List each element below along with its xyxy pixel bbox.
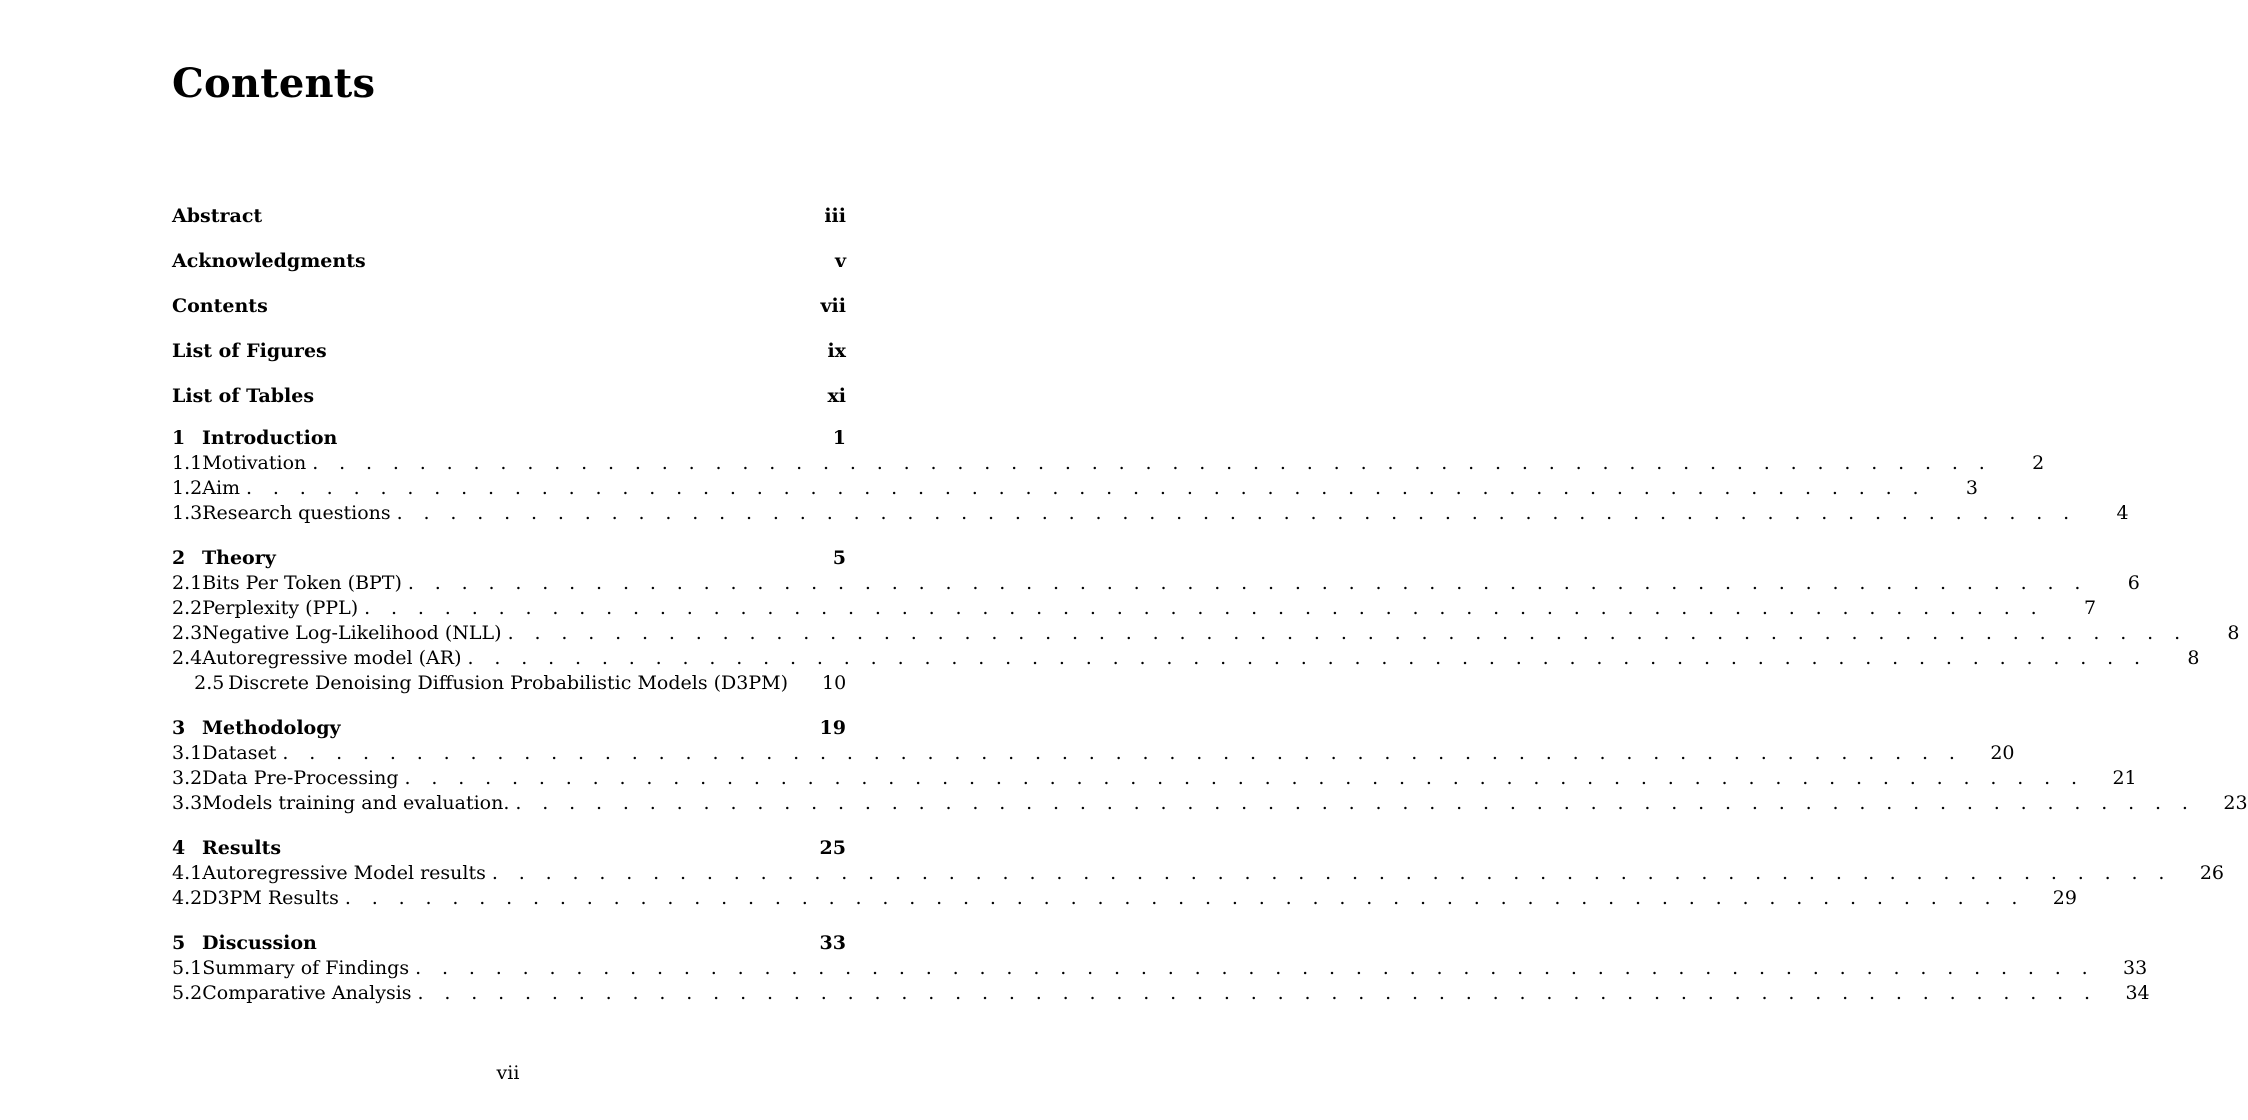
toc-entry-page: vii — [820, 295, 846, 317]
toc-chapter-1 — [172, 426, 2129, 526]
toc-section-entry[interactable] — [172, 501, 2129, 526]
section-title: Negative Log-Likelihood (NLL) — [202, 621, 507, 646]
leader-dots: . . . . . . . . . . . . . . . . . . . . . . . . . . . . . . . . . . . . . . . . . . . . . . . . . . . . . . . . . . . . . . . — [364, 597, 2045, 619]
toc-entry-list-of-figures[interactable] — [172, 336, 846, 381]
section-page: 21 — [2112, 767, 2137, 789]
chapter-page: 1 — [832, 427, 846, 449]
section-title: Data Pre-Processing — [202, 766, 404, 791]
chapter-title: Results — [202, 836, 287, 861]
toc-entry-page: iii — [824, 205, 846, 227]
section-title: Autoregressive Model results — [202, 861, 492, 886]
section-number: 3.3 — [172, 792, 203, 814]
section-page: 10 — [822, 672, 847, 694]
toc-chapter-entry[interactable] — [172, 931, 846, 956]
toc-entry-title: Abstract — [172, 201, 268, 231]
toc-chapter-2 — [172, 546, 2240, 696]
chapter-title: Theory — [202, 546, 282, 571]
leader-dots: . . . . . . . . . . . . . . . . . . . . . . . . . . . . . . . . . . . . . . . . . . . . . . . . . . . . . . . . . . . . . . . — [344, 887, 2025, 909]
chapter-title: Discussion — [202, 931, 323, 956]
section-number: 4.1 — [172, 862, 203, 884]
section-number: 2.3 — [172, 622, 203, 644]
toc-entry-title: List of Figures — [172, 336, 333, 366]
toc-entry-contents[interactable] — [172, 291, 846, 336]
toc-entry-acknowledgments[interactable] — [172, 246, 846, 291]
leader-dots: . . . . . . . . . . . . . . . . . . . . . . . . . . . . . . . . . . . . . . . . . . . . . . . . . . . . . . . . . . . . . . . — [246, 477, 1926, 499]
section-page: 29 — [2052, 887, 2077, 909]
toc-section-entry[interactable] — [172, 571, 2140, 596]
section-title: Summary of Findings — [202, 956, 415, 981]
toc-entry-page: v — [834, 250, 846, 272]
section-title: Models training and evaluation. — [202, 791, 515, 816]
chapter-number: 4 — [172, 837, 186, 859]
toc-section-entry[interactable] — [172, 476, 1978, 501]
chapter-number: 3 — [172, 717, 186, 739]
leader-dots: . . . . . . . . . . . . . . . . . . . . . . . . . . . . . . . . . . . . . . . . . . . . . . . . . . . . . . . . . . . . . . . — [396, 502, 2077, 524]
section-number: 5.1 — [172, 957, 203, 979]
toc-section-entry[interactable] — [172, 766, 2137, 791]
leader-dots: . . . . . . . . . . . . . . . . . . . . . . . . . . . . . . . . . . . . . . . . . . . . . . . . . . . . . . . . . . . . . . . — [417, 982, 2098, 1004]
section-page: 33 — [2123, 957, 2148, 979]
section-title: Aim — [202, 476, 246, 501]
chapter-page: 25 — [819, 837, 846, 859]
footer-page-number: vii — [496, 1062, 520, 1084]
toc-chapter-5 — [172, 931, 2150, 1006]
leader-dots: . . . . . . . . . . . . . . . . . . . . . . . . . . . . . . . . . . . . . . . . . . . . . . . . . . . . . . . . . . . . . . . — [415, 957, 2096, 979]
section-title: Motivation — [202, 451, 312, 476]
leader-dots: . . . . . . . . . . . . . . . . . . . . . . . . . . . . . . . . . . . . . . . . . . . . . . . . . . . . . . . . . . . . . . . — [507, 622, 2188, 644]
toc-section-entry[interactable] — [172, 741, 2015, 766]
section-number: 4.2 — [172, 887, 203, 909]
toc-section-entry[interactable] — [172, 956, 2148, 981]
section-number: 1.1 — [172, 452, 203, 474]
section-title: Bits Per Token (BPT) — [202, 571, 408, 596]
section-page: 6 — [2127, 572, 2140, 594]
toc-section-entry[interactable] — [172, 886, 2077, 911]
section-title: Perplexity (PPL) — [202, 596, 364, 621]
section-page: 2 — [2032, 452, 2045, 474]
section-title: Dataset — [202, 741, 282, 766]
toc-section-entry[interactable] — [172, 981, 2150, 1006]
section-page: 26 — [2199, 862, 2224, 884]
section-number: 5.2 — [172, 982, 203, 1004]
section-page: 20 — [1990, 742, 2015, 764]
leader-dots: . . . . . . . . . . . . . . . . . . . . . . . . . . . . . . . . . . . . . . . . . . . . . . . . . . . . . . . . . . . . . . . — [312, 452, 1993, 474]
section-page: 4 — [2116, 502, 2129, 524]
section-title: D3PM Results — [202, 886, 345, 911]
section-page: 23 — [2223, 792, 2248, 814]
section-title: Discrete Denoising Diffusion Probabilistic Models (D3PM) — [228, 671, 794, 696]
chapter-title: Introduction — [202, 426, 343, 451]
toc-entry-page: ix — [827, 340, 846, 362]
toc-section-entry[interactable] — [172, 451, 2045, 476]
section-page: 34 — [2125, 982, 2150, 1004]
leader-dots: . . . . . . . . . . . . . . . . . . . . . . . . . . . . . . . . . . . . . . . . . . . . . . . . . . . . . . . . . . . . . . . — [282, 742, 1963, 764]
section-number: 2.5 — [194, 672, 225, 694]
leader-dots: . . . . . . . . . . . . . . . . . . . . . . . . . . . . . . . . . . . . . . . . . . . . . . . . . . . . . . . . . . . . . . . — [407, 572, 2088, 594]
toc-entry-title: Acknowledgments — [172, 246, 372, 276]
section-number: 2.1 — [172, 572, 203, 594]
toc-section-entry[interactable] — [172, 646, 2200, 671]
toc-entry-page: xi — [827, 385, 846, 407]
toc-section-entry[interactable] — [172, 861, 2224, 886]
toc-entry-abstract[interactable] — [172, 201, 846, 246]
section-number: 1.2 — [172, 477, 203, 499]
section-title: Research questions — [202, 501, 396, 526]
toc-entry-title: List of Tables — [172, 381, 320, 411]
toc-section-entry[interactable] — [172, 596, 2097, 621]
toc-chapter-entry[interactable] — [172, 716, 846, 741]
chapter-page: 19 — [819, 717, 846, 739]
toc-chapter-entry[interactable] — [172, 836, 846, 861]
section-page: 3 — [1965, 477, 1978, 499]
toc-chapter-entry[interactable] — [172, 426, 846, 451]
section-title: Autoregressive model (AR) — [202, 646, 467, 671]
toc-section-entry[interactable] — [172, 621, 2240, 646]
leader-dots: . . . . . . . . . . . . . . . . . . . . . . . . . . . . . . . . . . . . . . . . . . . . . . . . . . . . . . . . . . . . . . . — [491, 862, 2172, 884]
section-title: Comparative Analysis — [202, 981, 417, 1006]
chapter-number: 2 — [172, 547, 186, 569]
leader-dots: . . . . . . . . . . . . . . . . . . . . . . . . . . . . . . . . . . . . . . . . . . . . . . . . . . . . . . . . . . . . . . . — [404, 767, 2085, 789]
chapter-number: 1 — [172, 427, 186, 449]
chapter-page: 33 — [819, 932, 846, 954]
chapter-page: 5 — [832, 547, 846, 569]
section-number: 3.2 — [172, 767, 203, 789]
section-number: 3.1 — [172, 742, 203, 764]
page-title: Contents — [172, 60, 376, 107]
leader-dots: . . . . . . . . . . . . . . . . . . . . . . . . . . . . . . . . . . . . . . . . . . . . . . . . . . . . . . . . . . . . . . . — [515, 792, 2196, 814]
section-page: 8 — [2187, 647, 2200, 669]
section-number: 1.3 — [172, 502, 203, 524]
toc-chapter-entry[interactable] — [172, 546, 846, 571]
chapter-title: Methodology — [202, 716, 347, 741]
chapter-number: 5 — [172, 932, 186, 954]
toc-chapter-3 — [172, 716, 2248, 816]
toc-section-entry[interactable] — [172, 671, 846, 696]
toc-section-entry[interactable] — [172, 791, 2248, 816]
section-page: 7 — [2084, 597, 2097, 619]
toc-entry-list-of-tables[interactable] — [172, 381, 846, 426]
toc-chapter-4 — [172, 836, 2224, 911]
toc-entry-title: Contents — [172, 291, 274, 321]
section-page: 8 — [2227, 622, 2240, 644]
leader-dots: . . . . . . . . . . . . . . . . . . . . . . . . . . . . . . . . . . . . . . . . . . . . . . . . . . . . . . . . . . . . . . . — [467, 647, 2148, 669]
section-number: 2.4 — [172, 647, 203, 669]
table-of-contents — [172, 201, 2248, 1026]
section-number: 2.2 — [172, 597, 203, 619]
